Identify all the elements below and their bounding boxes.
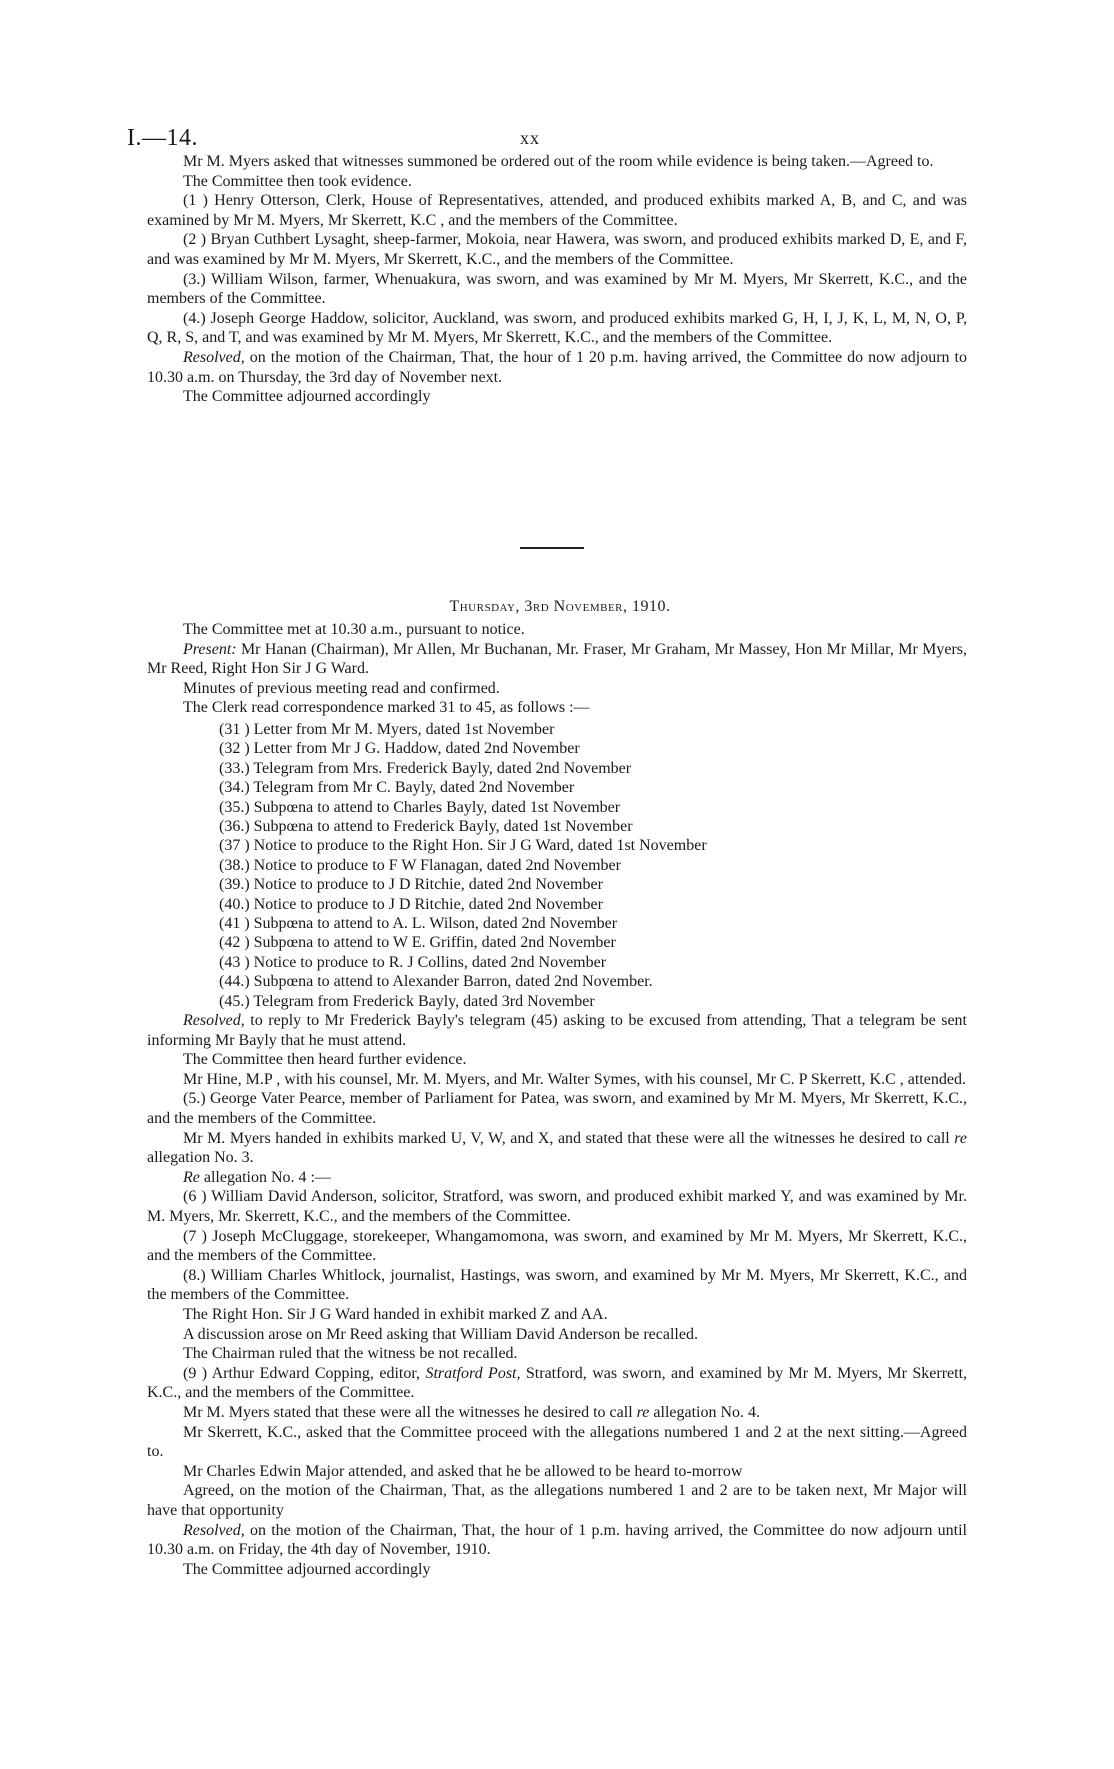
paragraph: The Committee then heard further evidence.	[183, 1051, 467, 1069]
resolution-text: to reply to Mr Frederick Bayly's telegram (45) asking to be excused from attending, That a telegram be sent informing Mr Bayly that he must attend.	[147, 1012, 967, 1049]
paragraph: The Clerk read correspondence marked 31 to 45, as follows :—	[183, 699, 590, 717]
section-divider	[520, 547, 584, 549]
paragraph: (2 ) Bryan Cuthbert Lysaght, sheep-farmer, Mokoia, near Hawera, was sworn, and produced exhibits marked D, E, and F, and was examined by Mr M. Myers, Mr Skerrett, K.C., and the members of the Committee.	[147, 231, 967, 268]
correspondence-item: (41 ) Subpœna to attend to A. L. Wilson, dated 2nd November	[219, 915, 618, 933]
paragraph	[147, 1364, 967, 1403]
resolved-label: Resolved,	[183, 348, 245, 366]
resolution-text: on the motion of the Chairman, That, the hour of 1 p.m. having arrived, the Committee do now adjourn until 10.30 a.m. on Friday, the 4th day of November, 1910.	[147, 1521, 967, 1559]
correspondence-item: (35.) Subpœna to attend to Charles Bayly, dated 1st November	[219, 798, 621, 816]
date-heading: Thursday, 3rd November, 1910.	[449, 598, 671, 615]
paragraph: The Chairman ruled that the witness be not recalled.	[183, 1345, 518, 1363]
paragraph: (6 ) William David Anderson, solicitor, Stratford, was sworn, and produced exhibit marked Y, and was examined by Mr. M. Myers, Mr. Skerrett, K.C., and the members of the Committee.	[147, 1188, 967, 1225]
section-2-body	[147, 620, 967, 1579]
paragraph: The Committee then took evidence.	[183, 172, 412, 190]
italic-run: re	[954, 1129, 967, 1147]
italic-run: re	[636, 1403, 650, 1421]
correspondence-item: (44.) Subpœna to attend to Alexander Barron, dated 2nd November.	[219, 973, 653, 991]
correspondence-item: (38.) Notice to produce to F W Flanagan, dated 2nd November	[219, 856, 621, 874]
correspondence-item: (32 ) Letter from Mr J G. Haddow, dated 2nd November	[219, 740, 580, 758]
paragraph: (3.) William Wilson, farmer, Whenuakura, was sworn, and was examined by Mr M. Myers, Mr Skerrett, K.C., and the members of the Committee.	[147, 270, 967, 308]
text-run: allegation No. 3.	[147, 1149, 254, 1167]
paragraph: A discussion arose on Mr Reed asking that William David Anderson be recalled.	[183, 1325, 698, 1343]
correspondence-item: (43 ) Notice to produce to R. J Collins, dated 2nd November	[219, 953, 607, 971]
present-label: Present:	[183, 640, 237, 658]
paragraph: Mr M. Myers asked that witnesses summoned be ordered out of the room while evidence is being taken.—Agreed to.	[183, 153, 934, 170]
paragraph: (1 ) Henry Otterson, Clerk, House of Representatives, attended, and produced exhibits marked A, B, and C, and was examined by Mr M. Myers, Mr Skerrett, K.C , and the members of the Committee.	[147, 192, 967, 229]
paragraph: Mr Hine, M.P , with his counsel, Mr. M. Myers, and Mr. Walter Symes, with his counsel, Mr C. P Skerrett, K.C , attended.	[183, 1070, 966, 1088]
text-run: (9 ) Arthur Edward Copping, editor,	[183, 1364, 426, 1382]
paragraph: Mr Charles Edwin Major attended, and asked that he be allowed to be heard to-morrow	[183, 1462, 743, 1480]
paragraph	[147, 1168, 967, 1188]
text-run: Stratford, was sworn, and examined by Mr M. Myers, Mr Skerrett, K.C., and the members of the Committee.	[147, 1364, 968, 1402]
page-reference: I.—14.	[127, 125, 198, 151]
resolution-paragraph	[147, 348, 967, 387]
paragraph: Minutes of previous meeting read and confirmed.	[183, 679, 500, 697]
paragraph: (4.) Joseph George Haddow, solicitor, Auckland, was sworn, and produced exhibits marked G, H, I, J, K, L, M, N, O, P, Q, R, S, and T, and was examined by Mr M. Myers, Mr Skerrett, K.C., and the members of the Committee.	[147, 309, 967, 347]
paragraph: (8.) William Charles Whitlock, journalist, Hastings, was sworn, and examined by Mr M. Myers, Mr Skerrett, K.C., and the members of the Committee.	[147, 1266, 967, 1304]
paragraph: (7 ) Joseph McCluggage, storekeeper, Whangamomona, was sworn, and examined by Mr M. Myers, Mr Skerrett, K.C., and the members of the Committee.	[147, 1227, 967, 1265]
present-paragraph	[147, 640, 967, 679]
paragraph: The Committee adjourned accordingly	[183, 388, 431, 406]
resolved-label: Resolved,	[183, 1012, 245, 1030]
correspondence-item: (31 ) Letter from Mr M. Myers, dated 1st November	[219, 720, 555, 738]
correspondence-item: (45.) Telegram from Frederick Bayly, dated 3rd November	[219, 992, 595, 1010]
paragraph: (5.) George Vater Pearce, member of Parliament for Patea, was sworn, and examined by Mr M. Myers, Mr Skerrett, K.C., and the members of the Committee.	[147, 1090, 967, 1128]
paragraph: Agreed, on the motion of the Chairman, That, as the allegations numbered 1 and 2 are to be taken next, Mr Major will have that opportunity	[147, 1482, 967, 1519]
section-1-body	[147, 152, 967, 407]
text-run: allegation No. 4 :—	[199, 1168, 331, 1186]
text-run: allegation No. 4.	[649, 1403, 761, 1421]
paragraph	[147, 1403, 967, 1423]
correspondence-item: (39.) Notice to produce to J D Ritchie, dated 2nd November	[219, 876, 603, 894]
correspondence-item: (40.) Notice to produce to J D Ritchie, dated 2nd November	[219, 895, 603, 913]
present-list: Mr Hanan (Chairman), Mr Allen, Mr Buchanan, Mr. Fraser, Mr Graham, Mr Massey, Hon Mr Millar, Mr Myers, Mr Reed, Right Hon Sir J G Ward.	[147, 640, 967, 678]
page-number: xx	[520, 128, 540, 148]
resolution-paragraph	[147, 1521, 967, 1560]
paragraph	[147, 1129, 967, 1168]
italic-run: Re	[183, 1168, 200, 1186]
text-run: Mr M. Myers handed in exhibits marked U, V, W, and X, and stated that these were all the witnesses he desired to call	[183, 1129, 955, 1147]
paragraph: The Committee met at 10.30 a.m., pursuant to notice.	[183, 621, 525, 638]
resolution-text: on the motion of the Chairman, That, the hour of 1 20 p.m. having arrived, the Committee do now adjourn to 10.30 a.m. on Thursday, the 3rd day of November next.	[147, 348, 967, 386]
resolution-paragraph	[147, 1011, 967, 1050]
paragraph: The Committee adjourned accordingly	[183, 1560, 431, 1578]
text-run: Mr M. Myers stated that these were all the witnesses he desired to call	[183, 1403, 637, 1421]
correspondence-item: (34.) Telegram from Mr C. Bayly, dated 2nd November	[219, 779, 575, 797]
italic-run: Stratford Post,	[425, 1364, 521, 1382]
correspondence-item: (33.) Telegram from Mrs. Frederick Bayly, dated 2nd November	[219, 759, 632, 777]
paragraph: The Right Hon. Sir J G Ward handed in exhibit marked Z and AA.	[183, 1305, 608, 1323]
correspondence-list	[219, 720, 967, 1011]
correspondence-item: (37 ) Notice to produce to the Right Hon. Sir J G Ward, dated 1st November	[219, 837, 707, 855]
correspondence-item: (36.) Subpœna to attend to Frederick Bayly, dated 1st November	[219, 818, 633, 835]
correspondence-item: (42 ) Subpœna to attend to W E. Griffin, dated 2nd November	[219, 934, 616, 952]
resolved-label: Resolved,	[183, 1521, 245, 1539]
paragraph: Mr Skerrett, K.C., asked that the Committee proceed with the allegations numbered 1 and 2 at the next sitting.—Agreed to.	[147, 1423, 967, 1461]
